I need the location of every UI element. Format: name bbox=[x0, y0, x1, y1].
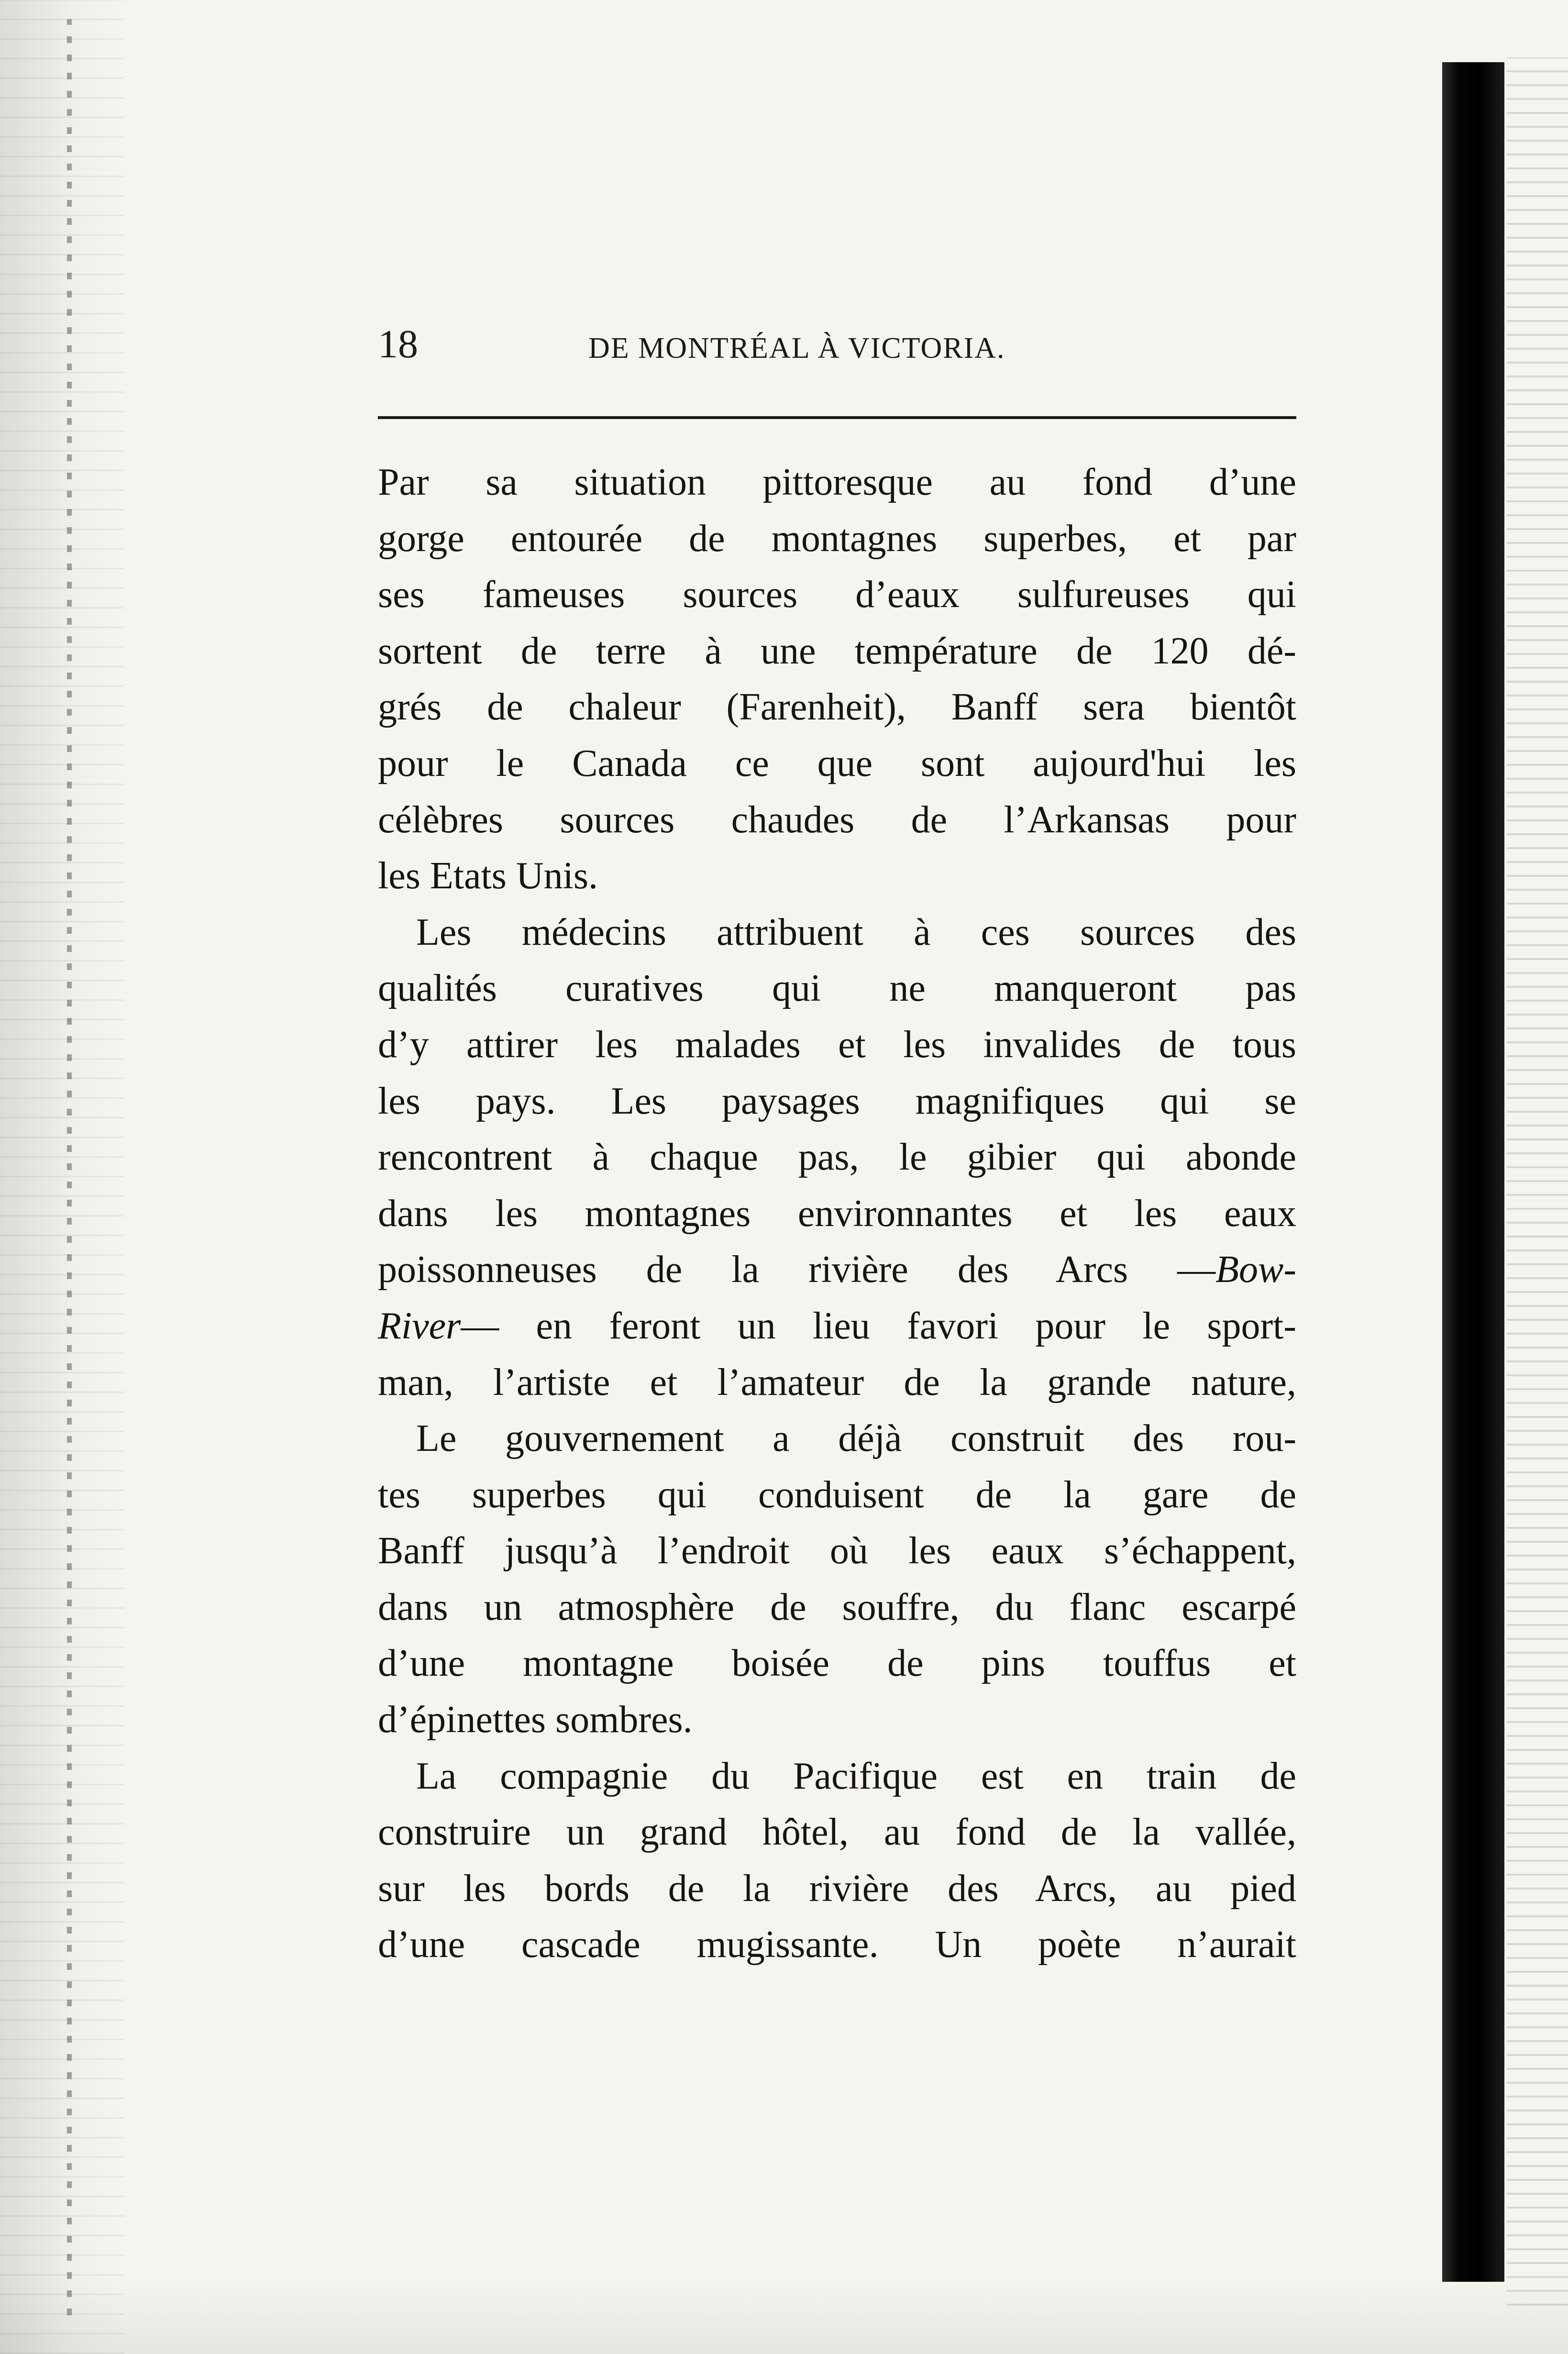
text-line: sortent de terre à une température de 120 dé- bbox=[378, 630, 1296, 672]
text-line: grés de chaleur (Farenheit), Banff sera bientôt bbox=[378, 686, 1296, 729]
scan-left-edge-marks bbox=[67, 19, 72, 2315]
text-segment: — en feront un lieu favori pour le sport- bbox=[461, 1304, 1296, 1347]
text-line: Le gouvernement a déjà construit des rou- bbox=[416, 1417, 1296, 1460]
text-line: Banff jusqu’à l’endroit où les eaux s’échappent, bbox=[378, 1530, 1296, 1572]
book-binding-shadow bbox=[1442, 62, 1504, 2282]
text-line: La compagnie du Pacifique est en train de bbox=[416, 1755, 1296, 1797]
text-line: d’épinettes sombres. bbox=[378, 1699, 693, 1741]
text-line: rencontrent à chaque pas, le gibier qui abonde bbox=[378, 1136, 1296, 1179]
italic-term: River bbox=[378, 1304, 461, 1347]
text-line: man, l’artiste et l’amateur de la grande nature, bbox=[378, 1361, 1296, 1404]
header-rule bbox=[378, 416, 1296, 419]
italic-term: Bow- bbox=[1215, 1249, 1296, 1291]
text-line: gorge entourée de montagnes superbes, et par bbox=[378, 517, 1296, 560]
text-line: Par sa situation pittoresque au fond d’une bbox=[378, 461, 1296, 503]
text-line: qualités curatives qui ne manqueront pas bbox=[378, 967, 1296, 1010]
scan-right-edge-noise bbox=[1507, 57, 1568, 2306]
text-line: célèbres sources chaudes de l’Arkansas pour bbox=[378, 798, 1296, 841]
text-line: d’une montagne boisée de pins touffus et bbox=[378, 1642, 1296, 1685]
running-head: DE MONTRÉAL À VICTORIA. bbox=[588, 332, 1005, 365]
page-number: 18 bbox=[378, 322, 418, 366]
text-line: les Etats Unis. bbox=[378, 855, 598, 897]
text-segment: poissonneuses de la rivière des Arcs — bbox=[378, 1249, 1216, 1291]
text-line: dans un atmosphère de souffre, du flanc escarpé bbox=[378, 1586, 1296, 1628]
scan-bottom-edge bbox=[0, 2277, 1568, 2354]
text-line: ses fameuses sources d’eaux sulfureuses qui bbox=[378, 574, 1296, 616]
text-line-with-italic bbox=[378, 1298, 1296, 1355]
scan-left-margin-noise bbox=[0, 0, 124, 2354]
page-header bbox=[378, 316, 1296, 373]
body-text bbox=[378, 454, 1296, 1973]
text-line-with-italic bbox=[378, 1242, 1296, 1298]
text-line: Les médecins attribuent à ces sources des bbox=[416, 911, 1296, 953]
text-line: d’une cascade mugissante. Un poète n’aurait bbox=[378, 1923, 1296, 1966]
text-line: d’y attirer les malades et les invalides de tous bbox=[378, 1023, 1296, 1066]
text-line: les pays. Les paysages magnifiques qui se bbox=[378, 1080, 1296, 1122]
text-line: construire un grand hôtel, au fond de la vallée, bbox=[378, 1811, 1296, 1854]
text-line: sur les bords de la rivière des Arcs, au pied bbox=[378, 1867, 1296, 1910]
text-line: dans les montagnes environnantes et les eaux bbox=[378, 1192, 1296, 1235]
text-line: pour le Canada ce que sont aujourd'hui les bbox=[378, 742, 1296, 785]
text-line: tes superbes qui conduisent de la gare de bbox=[378, 1473, 1296, 1516]
